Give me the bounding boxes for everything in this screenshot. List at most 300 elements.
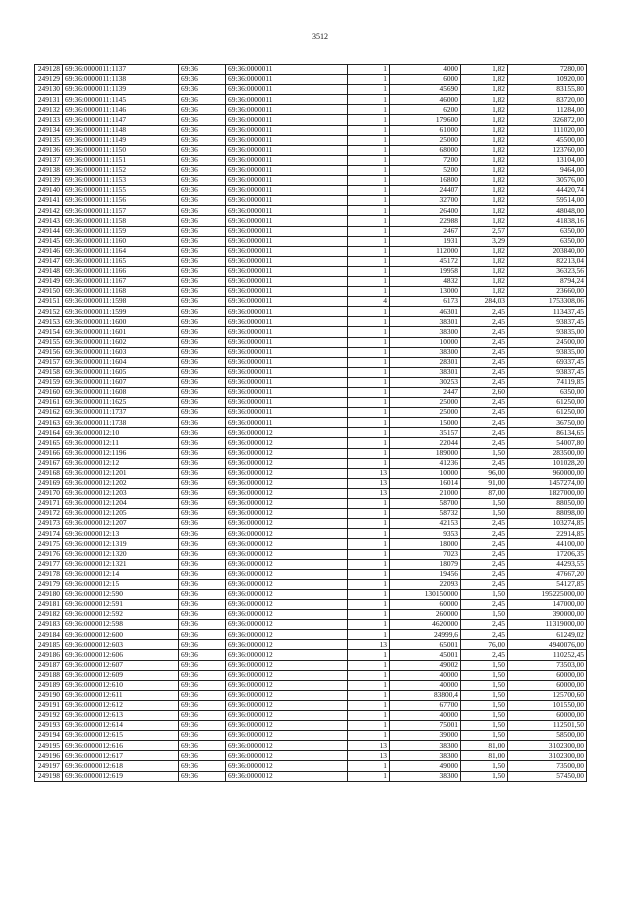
cell-category: 1 (348, 135, 390, 145)
cell-region-code: 69:36 (179, 650, 226, 660)
cell-value: 103274,85 (508, 519, 587, 529)
cell-cadastral-quarter: 69:36:0000012 (226, 650, 348, 660)
cell-cadastral-number: 69:36:0000012:10 (63, 428, 179, 438)
cell-area: 42153 (390, 519, 461, 529)
cell-cadastral-quarter: 69:36:0000011 (226, 226, 348, 236)
cell-region-code: 69:36 (179, 206, 226, 216)
cell-rate: 2,45 (461, 579, 508, 589)
cell-region-code: 69:36 (179, 287, 226, 297)
cell-value: 48048,00 (508, 206, 587, 216)
cell-cadastral-number: 69:36:0000012:617 (63, 751, 179, 761)
table-row (35, 317, 587, 327)
cell-region-code: 69:36 (179, 367, 226, 377)
cell-category: 13 (348, 478, 390, 488)
cell-region-code: 69:36 (179, 155, 226, 165)
cell-area: 38301 (390, 367, 461, 377)
cell-area: 24999,6 (390, 630, 461, 640)
cell-region-code: 69:36 (179, 256, 226, 266)
cell-category: 1 (348, 650, 390, 660)
cell-area: 38300 (390, 771, 461, 781)
table-row (35, 388, 587, 398)
cell-region-code: 69:36 (179, 377, 226, 387)
cell-cadastral-quarter: 69:36:0000011 (226, 65, 348, 75)
cell-region-code: 69:36 (179, 700, 226, 710)
cell-area: 30253 (390, 377, 461, 387)
table-row (35, 630, 587, 640)
cell-rate: 1,50 (461, 700, 508, 710)
table-row (35, 499, 587, 509)
cell-category: 1 (348, 337, 390, 347)
table-row (35, 569, 587, 579)
cell-cadastral-number: 69:36:0000012:1320 (63, 549, 179, 559)
cell-area: 45690 (390, 85, 461, 95)
cell-row-number: 249128 (35, 65, 63, 75)
cell-area: 189000 (390, 448, 461, 458)
cell-cadastral-quarter: 69:36:0000011 (226, 317, 348, 327)
cell-cadastral-quarter: 69:36:0000012 (226, 438, 348, 448)
cell-row-number: 249185 (35, 640, 63, 650)
cell-cadastral-number: 69:36:0000011:1137 (63, 65, 179, 75)
cell-cadastral-quarter: 69:36:0000012 (226, 478, 348, 488)
cell-row-number: 249159 (35, 377, 63, 387)
cell-rate: 1,50 (461, 731, 508, 741)
cell-rate: 1,82 (461, 95, 508, 105)
table-row (35, 700, 587, 710)
table-row (35, 337, 587, 347)
cell-category: 1 (348, 690, 390, 700)
cell-row-number: 249131 (35, 95, 63, 105)
cell-area: 16800 (390, 176, 461, 186)
cell-area: 112000 (390, 246, 461, 256)
cell-cadastral-quarter: 69:36:0000012 (226, 761, 348, 771)
table-row (35, 751, 587, 761)
cell-cadastral-number: 69:36:0000012:619 (63, 771, 179, 781)
cell-cadastral-number: 69:36:0000011:1167 (63, 276, 179, 286)
cell-area: 10000 (390, 468, 461, 478)
cell-row-number: 249135 (35, 135, 63, 145)
cell-rate: 1,82 (461, 85, 508, 95)
cell-category: 1 (348, 307, 390, 317)
cell-category: 13 (348, 468, 390, 478)
table-row (35, 165, 587, 175)
cell-value: 30576,00 (508, 176, 587, 186)
cell-category: 1 (348, 95, 390, 105)
cell-row-number: 249194 (35, 731, 63, 741)
cell-row-number: 249175 (35, 539, 63, 549)
cell-region-code: 69:36 (179, 297, 226, 307)
table-row (35, 640, 587, 650)
cell-area: 24407 (390, 186, 461, 196)
cell-cadastral-number: 69:36:0000011:1165 (63, 256, 179, 266)
cell-rate: 3,29 (461, 236, 508, 246)
table-row (35, 741, 587, 751)
cell-cadastral-number: 69:36:0000012:1203 (63, 488, 179, 498)
cell-row-number: 249171 (35, 499, 63, 509)
cell-area: 7200 (390, 155, 461, 165)
cell-area: 38300 (390, 327, 461, 337)
cell-category: 1 (348, 266, 390, 276)
cell-cadastral-quarter: 69:36:0000011 (226, 115, 348, 125)
cell-rate: 2,45 (461, 630, 508, 640)
cell-cadastral-number: 69:36:0000012:612 (63, 700, 179, 710)
table-row (35, 559, 587, 569)
cell-rate: 81,00 (461, 741, 508, 751)
cell-cadastral-number: 69:36:0000011:1156 (63, 196, 179, 206)
cell-region-code: 69:36 (179, 196, 226, 206)
cell-rate: 1,82 (461, 186, 508, 196)
cell-category: 1 (348, 549, 390, 559)
cell-cadastral-quarter: 69:36:0000011 (226, 155, 348, 165)
cell-category: 1 (348, 660, 390, 670)
cell-rate: 284,03 (461, 297, 508, 307)
cell-rate: 1,82 (461, 276, 508, 286)
cell-area: 65001 (390, 640, 461, 650)
table-row (35, 357, 587, 367)
cell-rate: 1,50 (461, 690, 508, 700)
cell-cadastral-number: 69:36:0000012:600 (63, 630, 179, 640)
cell-value: 326872,00 (508, 115, 587, 125)
table-row (35, 307, 587, 317)
table-row (35, 256, 587, 266)
cell-value: 8794,24 (508, 276, 587, 286)
cell-category: 1 (348, 398, 390, 408)
cell-region-code: 69:36 (179, 509, 226, 519)
cell-category: 1 (348, 115, 390, 125)
cell-rate: 1,82 (461, 206, 508, 216)
cell-row-number: 249137 (35, 155, 63, 165)
cell-cadastral-quarter: 69:36:0000012 (226, 630, 348, 640)
cell-rate: 81,00 (461, 751, 508, 761)
cell-row-number: 249163 (35, 418, 63, 428)
cell-area: 7023 (390, 549, 461, 559)
table-row (35, 176, 587, 186)
cell-row-number: 249178 (35, 569, 63, 579)
cell-row-number: 249140 (35, 186, 63, 196)
cell-area: 46000 (390, 95, 461, 105)
cell-value: 45500,00 (508, 135, 587, 145)
cell-cadastral-quarter: 69:36:0000012 (226, 468, 348, 478)
cell-category: 1 (348, 347, 390, 357)
cell-cadastral-number: 69:36:0000011:1164 (63, 246, 179, 256)
cell-cadastral-number: 69:36:0000012:1201 (63, 468, 179, 478)
cell-cadastral-quarter: 69:36:0000011 (226, 388, 348, 398)
cell-rate: 1,82 (461, 145, 508, 155)
cell-row-number: 249157 (35, 357, 63, 367)
cell-area: 68000 (390, 145, 461, 155)
cell-cadastral-quarter: 69:36:0000012 (226, 711, 348, 721)
cell-region-code: 69:36 (179, 519, 226, 529)
cell-cadastral-quarter: 69:36:0000012 (226, 751, 348, 761)
cell-area: 38300 (390, 347, 461, 357)
table-row (35, 680, 587, 690)
cell-category: 1 (348, 165, 390, 175)
table-row (35, 155, 587, 165)
cell-region-code: 69:36 (179, 488, 226, 498)
cell-cadastral-number: 69:36:0000011:1152 (63, 165, 179, 175)
cell-row-number: 249130 (35, 85, 63, 95)
cell-area: 39000 (390, 731, 461, 741)
cell-rate: 1,50 (461, 610, 508, 620)
cell-cadastral-number: 69:36:0000012:609 (63, 670, 179, 680)
cell-cadastral-quarter: 69:36:0000012 (226, 700, 348, 710)
table-row (35, 620, 587, 630)
cell-value: 82213,04 (508, 256, 587, 266)
cell-rate: 1,50 (461, 509, 508, 519)
cell-area: 45172 (390, 256, 461, 266)
cell-rate: 2,45 (461, 327, 508, 337)
cell-area: 6173 (390, 297, 461, 307)
cell-cadastral-quarter: 69:36:0000011 (226, 216, 348, 226)
cell-cadastral-number: 69:36:0000011:1166 (63, 266, 179, 276)
table-row (35, 458, 587, 468)
cell-category: 1 (348, 620, 390, 630)
cell-region-code: 69:36 (179, 105, 226, 115)
cell-category: 1 (348, 599, 390, 609)
cell-cadastral-number: 69:36:0000012:12 (63, 458, 179, 468)
cell-rate: 1,82 (461, 287, 508, 297)
cell-region-code: 69:36 (179, 176, 226, 186)
cell-region-code: 69:36 (179, 438, 226, 448)
table-row (35, 418, 587, 428)
cell-cadastral-quarter: 69:36:0000011 (226, 297, 348, 307)
cell-rate: 2,45 (461, 377, 508, 387)
cell-cadastral-quarter: 69:36:0000011 (226, 176, 348, 186)
cell-cadastral-quarter: 69:36:0000012 (226, 549, 348, 559)
cell-rate: 2,45 (461, 337, 508, 347)
cell-rate: 1,82 (461, 105, 508, 115)
cell-area: 58732 (390, 509, 461, 519)
cell-value: 93837,45 (508, 317, 587, 327)
cell-region-code: 69:36 (179, 408, 226, 418)
cell-region-code: 69:36 (179, 529, 226, 539)
cell-cadastral-number: 69:36:0000011:1604 (63, 357, 179, 367)
cell-row-number: 249139 (35, 176, 63, 186)
cell-value: 147000,00 (508, 599, 587, 609)
cell-cadastral-quarter: 69:36:0000011 (226, 75, 348, 85)
cell-value: 4940076,00 (508, 640, 587, 650)
cell-cadastral-quarter: 69:36:0000011 (226, 196, 348, 206)
cell-cadastral-quarter: 69:36:0000011 (226, 337, 348, 347)
cell-category: 1 (348, 731, 390, 741)
cell-rate: 2,45 (461, 307, 508, 317)
cell-value: 93835,00 (508, 327, 587, 337)
cell-region-code: 69:36 (179, 569, 226, 579)
cell-rate: 1,82 (461, 256, 508, 266)
cell-rate: 2,45 (461, 418, 508, 428)
cell-rate: 87,00 (461, 488, 508, 498)
cell-cadastral-number: 69:36:0000012:618 (63, 761, 179, 771)
cell-region-code: 69:36 (179, 610, 226, 620)
cell-region-code: 69:36 (179, 317, 226, 327)
cell-cadastral-number: 69:36:0000011:1607 (63, 377, 179, 387)
cell-value: 123760,00 (508, 145, 587, 155)
cell-area: 75001 (390, 721, 461, 731)
cell-area: 6200 (390, 105, 461, 115)
cell-row-number: 249180 (35, 589, 63, 599)
cell-value: 73500,00 (508, 761, 587, 771)
cell-cadastral-number: 69:36:0000012:1321 (63, 559, 179, 569)
cell-cadastral-number: 69:36:0000011:1160 (63, 236, 179, 246)
cell-row-number: 249184 (35, 630, 63, 640)
cell-rate: 1,50 (461, 680, 508, 690)
cell-cadastral-quarter: 69:36:0000011 (226, 85, 348, 95)
cell-row-number: 249132 (35, 105, 63, 115)
cell-cadastral-quarter: 69:36:0000011 (226, 165, 348, 175)
table-row (35, 448, 587, 458)
cell-category: 1 (348, 145, 390, 155)
cell-area: 179600 (390, 115, 461, 125)
table-row (35, 226, 587, 236)
cell-category: 1 (348, 388, 390, 398)
cell-region-code: 69:36 (179, 65, 226, 75)
cell-cadastral-quarter: 69:36:0000011 (226, 377, 348, 387)
cell-row-number: 249191 (35, 700, 63, 710)
cell-cadastral-number: 69:36:0000012:1205 (63, 509, 179, 519)
cell-row-number: 249134 (35, 125, 63, 135)
table-row (35, 428, 587, 438)
cell-cadastral-quarter: 69:36:0000011 (226, 256, 348, 266)
cell-row-number: 249155 (35, 337, 63, 347)
cell-value: 13104,00 (508, 155, 587, 165)
cell-category: 1 (348, 499, 390, 509)
cell-category: 1 (348, 125, 390, 135)
cell-value: 54127,85 (508, 579, 587, 589)
table-row (35, 761, 587, 771)
cell-rate: 1,82 (461, 155, 508, 165)
cell-value: 61249,02 (508, 630, 587, 640)
cell-cadastral-quarter: 69:36:0000012 (226, 670, 348, 680)
table-row (35, 377, 587, 387)
cell-area: 22044 (390, 438, 461, 448)
cell-row-number: 249164 (35, 428, 63, 438)
cell-category: 1 (348, 155, 390, 165)
page-number: 3512 (312, 32, 328, 41)
cell-category: 1 (348, 206, 390, 216)
cell-cadastral-number: 69:36:0000011:1598 (63, 297, 179, 307)
cell-category: 1 (348, 327, 390, 337)
cell-cadastral-number: 69:36:0000012:598 (63, 620, 179, 630)
cell-cadastral-quarter: 69:36:0000012 (226, 529, 348, 539)
cell-region-code: 69:36 (179, 115, 226, 125)
cell-row-number: 249149 (35, 276, 63, 286)
cell-cadastral-quarter: 69:36:0000011 (226, 398, 348, 408)
cell-value: 61250,00 (508, 398, 587, 408)
cell-value: 6350,00 (508, 226, 587, 236)
cell-cadastral-number: 69:36:0000011:1150 (63, 145, 179, 155)
cell-cadastral-number: 69:36:0000011:1147 (63, 115, 179, 125)
cell-area: 2447 (390, 388, 461, 398)
cell-region-code: 69:36 (179, 226, 226, 236)
cell-region-code: 69:36 (179, 539, 226, 549)
cell-category: 1 (348, 569, 390, 579)
cell-row-number: 249160 (35, 388, 63, 398)
cell-cadastral-quarter: 69:36:0000011 (226, 246, 348, 256)
cell-region-code: 69:36 (179, 95, 226, 105)
cell-region-code: 69:36 (179, 771, 226, 781)
cell-value: 58500,00 (508, 731, 587, 741)
cell-cadastral-quarter: 69:36:0000011 (226, 266, 348, 276)
cell-rate: 2,57 (461, 226, 508, 236)
cell-cadastral-quarter: 69:36:0000011 (226, 206, 348, 216)
cell-value: 74119,85 (508, 377, 587, 387)
table-row (35, 347, 587, 357)
cell-cadastral-quarter: 69:36:0000011 (226, 135, 348, 145)
cell-value: 36750,00 (508, 418, 587, 428)
cell-rate: 91,00 (461, 478, 508, 488)
cell-row-number: 249177 (35, 559, 63, 569)
cell-value: 110252,45 (508, 650, 587, 660)
cell-rate: 1,82 (461, 196, 508, 206)
cell-row-number: 249187 (35, 660, 63, 670)
cell-category: 1 (348, 246, 390, 256)
cell-value: 22914,85 (508, 529, 587, 539)
cell-row-number: 249193 (35, 721, 63, 731)
cell-category: 1 (348, 529, 390, 539)
cell-row-number: 249158 (35, 367, 63, 377)
cell-region-code: 69:36 (179, 721, 226, 731)
cell-value: 283500,00 (508, 448, 587, 458)
cell-cadastral-number: 69:36:0000011:1153 (63, 176, 179, 186)
cell-region-code: 69:36 (179, 135, 226, 145)
cell-category: 1 (348, 367, 390, 377)
cell-cadastral-quarter: 69:36:0000012 (226, 610, 348, 620)
table-row (35, 196, 587, 206)
cell-value: 125700,60 (508, 690, 587, 700)
cell-row-number: 249195 (35, 741, 63, 751)
cell-region-code: 69:36 (179, 579, 226, 589)
cell-cadastral-quarter: 69:36:0000011 (226, 347, 348, 357)
cell-area: 10000 (390, 337, 461, 347)
cell-category: 1 (348, 680, 390, 690)
cell-rate: 1,82 (461, 125, 508, 135)
cell-area: 38300 (390, 751, 461, 761)
cell-region-code: 69:36 (179, 388, 226, 398)
table-row (35, 266, 587, 276)
cell-value: 101550,00 (508, 700, 587, 710)
cell-rate: 2,45 (461, 529, 508, 539)
cell-rate: 2,45 (461, 549, 508, 559)
cell-region-code: 69:36 (179, 307, 226, 317)
cell-region-code: 69:36 (179, 468, 226, 478)
cell-category: 1 (348, 589, 390, 599)
cell-area: 40000 (390, 711, 461, 721)
cell-value: 36323,56 (508, 266, 587, 276)
cell-category: 13 (348, 751, 390, 761)
cell-cadastral-number: 69:36:0000012:591 (63, 599, 179, 609)
cell-region-code: 69:36 (179, 165, 226, 175)
table-body (35, 65, 587, 782)
cell-cadastral-quarter: 69:36:0000011 (226, 125, 348, 135)
cell-rate: 1,50 (461, 711, 508, 721)
cell-value: 17206,35 (508, 549, 587, 559)
cell-region-code: 69:36 (179, 731, 226, 741)
cell-cadastral-number: 69:36:0000011:1608 (63, 388, 179, 398)
cell-cadastral-quarter: 69:36:0000012 (226, 488, 348, 498)
cell-rate: 2,45 (461, 317, 508, 327)
cell-region-code: 69:36 (179, 559, 226, 569)
table-row (35, 478, 587, 488)
cell-cadastral-quarter: 69:36:0000012 (226, 569, 348, 579)
cell-value: 6350,00 (508, 236, 587, 246)
cell-region-code: 69:36 (179, 246, 226, 256)
cell-row-number: 249173 (35, 519, 63, 529)
cell-value: 41838,16 (508, 216, 587, 226)
cell-cadastral-number: 69:36:0000012:614 (63, 721, 179, 731)
table-row (35, 610, 587, 620)
cell-category: 1 (348, 448, 390, 458)
cell-row-number: 249148 (35, 266, 63, 276)
cell-region-code: 69:36 (179, 266, 226, 276)
